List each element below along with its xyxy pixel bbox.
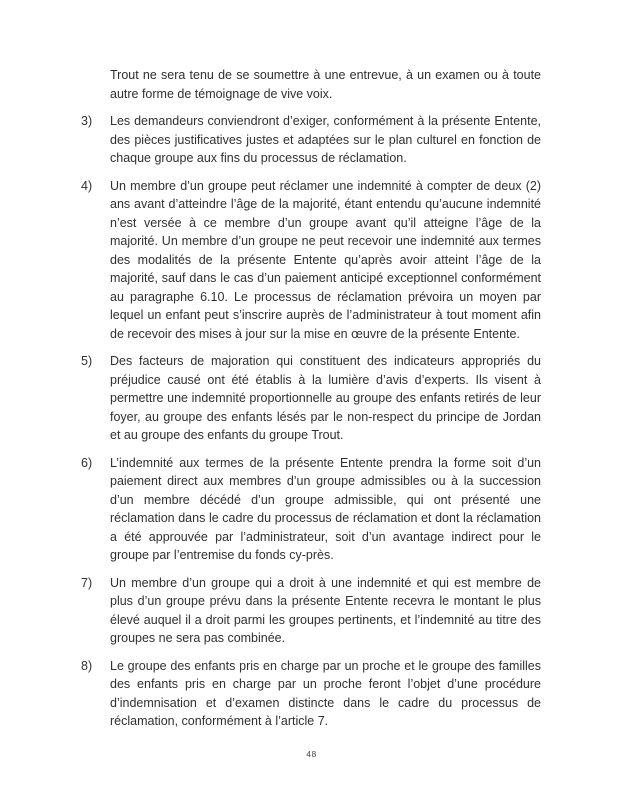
item-text: Le groupe des enfants pris en charge par un proche et le groupe des familles des enfants pris en charge par un proche feront l’objet d’une procédure d’indemnisation et d’examen distincte dans le cadre du processus de réclamation, conformément à l’article 7. xyxy=(110,658,541,728)
item-number: 5) xyxy=(81,354,93,368)
item-number: 3) xyxy=(81,114,93,128)
document-body xyxy=(81,66,541,731)
item-text: L’indemnité aux termes de la présente Entente prendra la forme soit d’un paiement direct aux membres d’un groupe admissibles ou à la succession d’un membre décédé d’un groupe admissible, qui ont présenté une réclamation dans le cadre du processus de réclamation et dont la réclamation a été approuvée par l’administrateur, soit d’un avantage indirect pour le groupe par l’entremise du fonds cy-près. xyxy=(110,455,541,562)
paragraph-continuation: Trout ne sera tenu de se soumettre à une entrevue, à un examen ou à toute autre forme de témoignage de vive voix. xyxy=(110,68,541,101)
item-text: Un membre d’un groupe qui a droit à une indemnité et qui est membre de plus d’un groupe prévu dans la présente Entente recevra le montant le plus élevé auquel il a droit parmi les groupes pertinents, et l’indemnité au titre des groupes ne sera pas combinée. xyxy=(110,575,541,645)
item-text: Des facteurs de majoration qui constituent des indicateurs appropriés du préjudice causé ont été établis à la lumière d’avis d’experts. Ils visent à permettre une indemnité proportionnelle au groupe des enfants retirés de leur foyer, au groupe des enfants lésés par le non-respect du principe de Jordan et au groupe des enfants du groupe Trout. xyxy=(110,354,541,442)
list-item-3 xyxy=(81,112,541,168)
item-text: Un membre d’un groupe peut réclamer une indemnité à compter de deux (2) ans avant d’atteindre l’âge de la majorité, étant entendu qu’aucune indemnité n’est versée à ce membre d’un groupe avant qu’il atteigne l’âge de la majorité. Un membre d’un groupe ne peut recevoir une indemnité aux termes des modalités de la présente Entente qu’après avoir atteint l’âge de la majorité, sauf dans le cas d’un paiement anticipé exceptionnel conformément au paragraphe 6.10. Le processus de réclamation prévoira un moyen par lequel un enfant peut s’inscrire auprès de l’administrateur à tout moment afin de recevoir des mises à jour sur la mise en œuvre de la présente Entente. xyxy=(110,178,541,341)
item-number: 4) xyxy=(81,178,93,193)
list-item-6 xyxy=(81,454,541,565)
list-item-7 xyxy=(81,574,541,648)
list-item-8 xyxy=(81,657,541,731)
page-number: 48 xyxy=(306,749,317,759)
item-number: 6) xyxy=(81,455,93,470)
item-text: Les demandeurs conviendront d’exiger, conformément à la présente Entente, des pièces justificatives justes et adaptées sur le plan culturel en fonction de chaque groupe aux fins du processus de réclamation. xyxy=(110,114,541,165)
list-item-4 xyxy=(81,177,541,344)
item-number: 7) xyxy=(81,575,93,590)
item-number: 8) xyxy=(81,658,93,673)
list-item-5 xyxy=(81,352,541,445)
